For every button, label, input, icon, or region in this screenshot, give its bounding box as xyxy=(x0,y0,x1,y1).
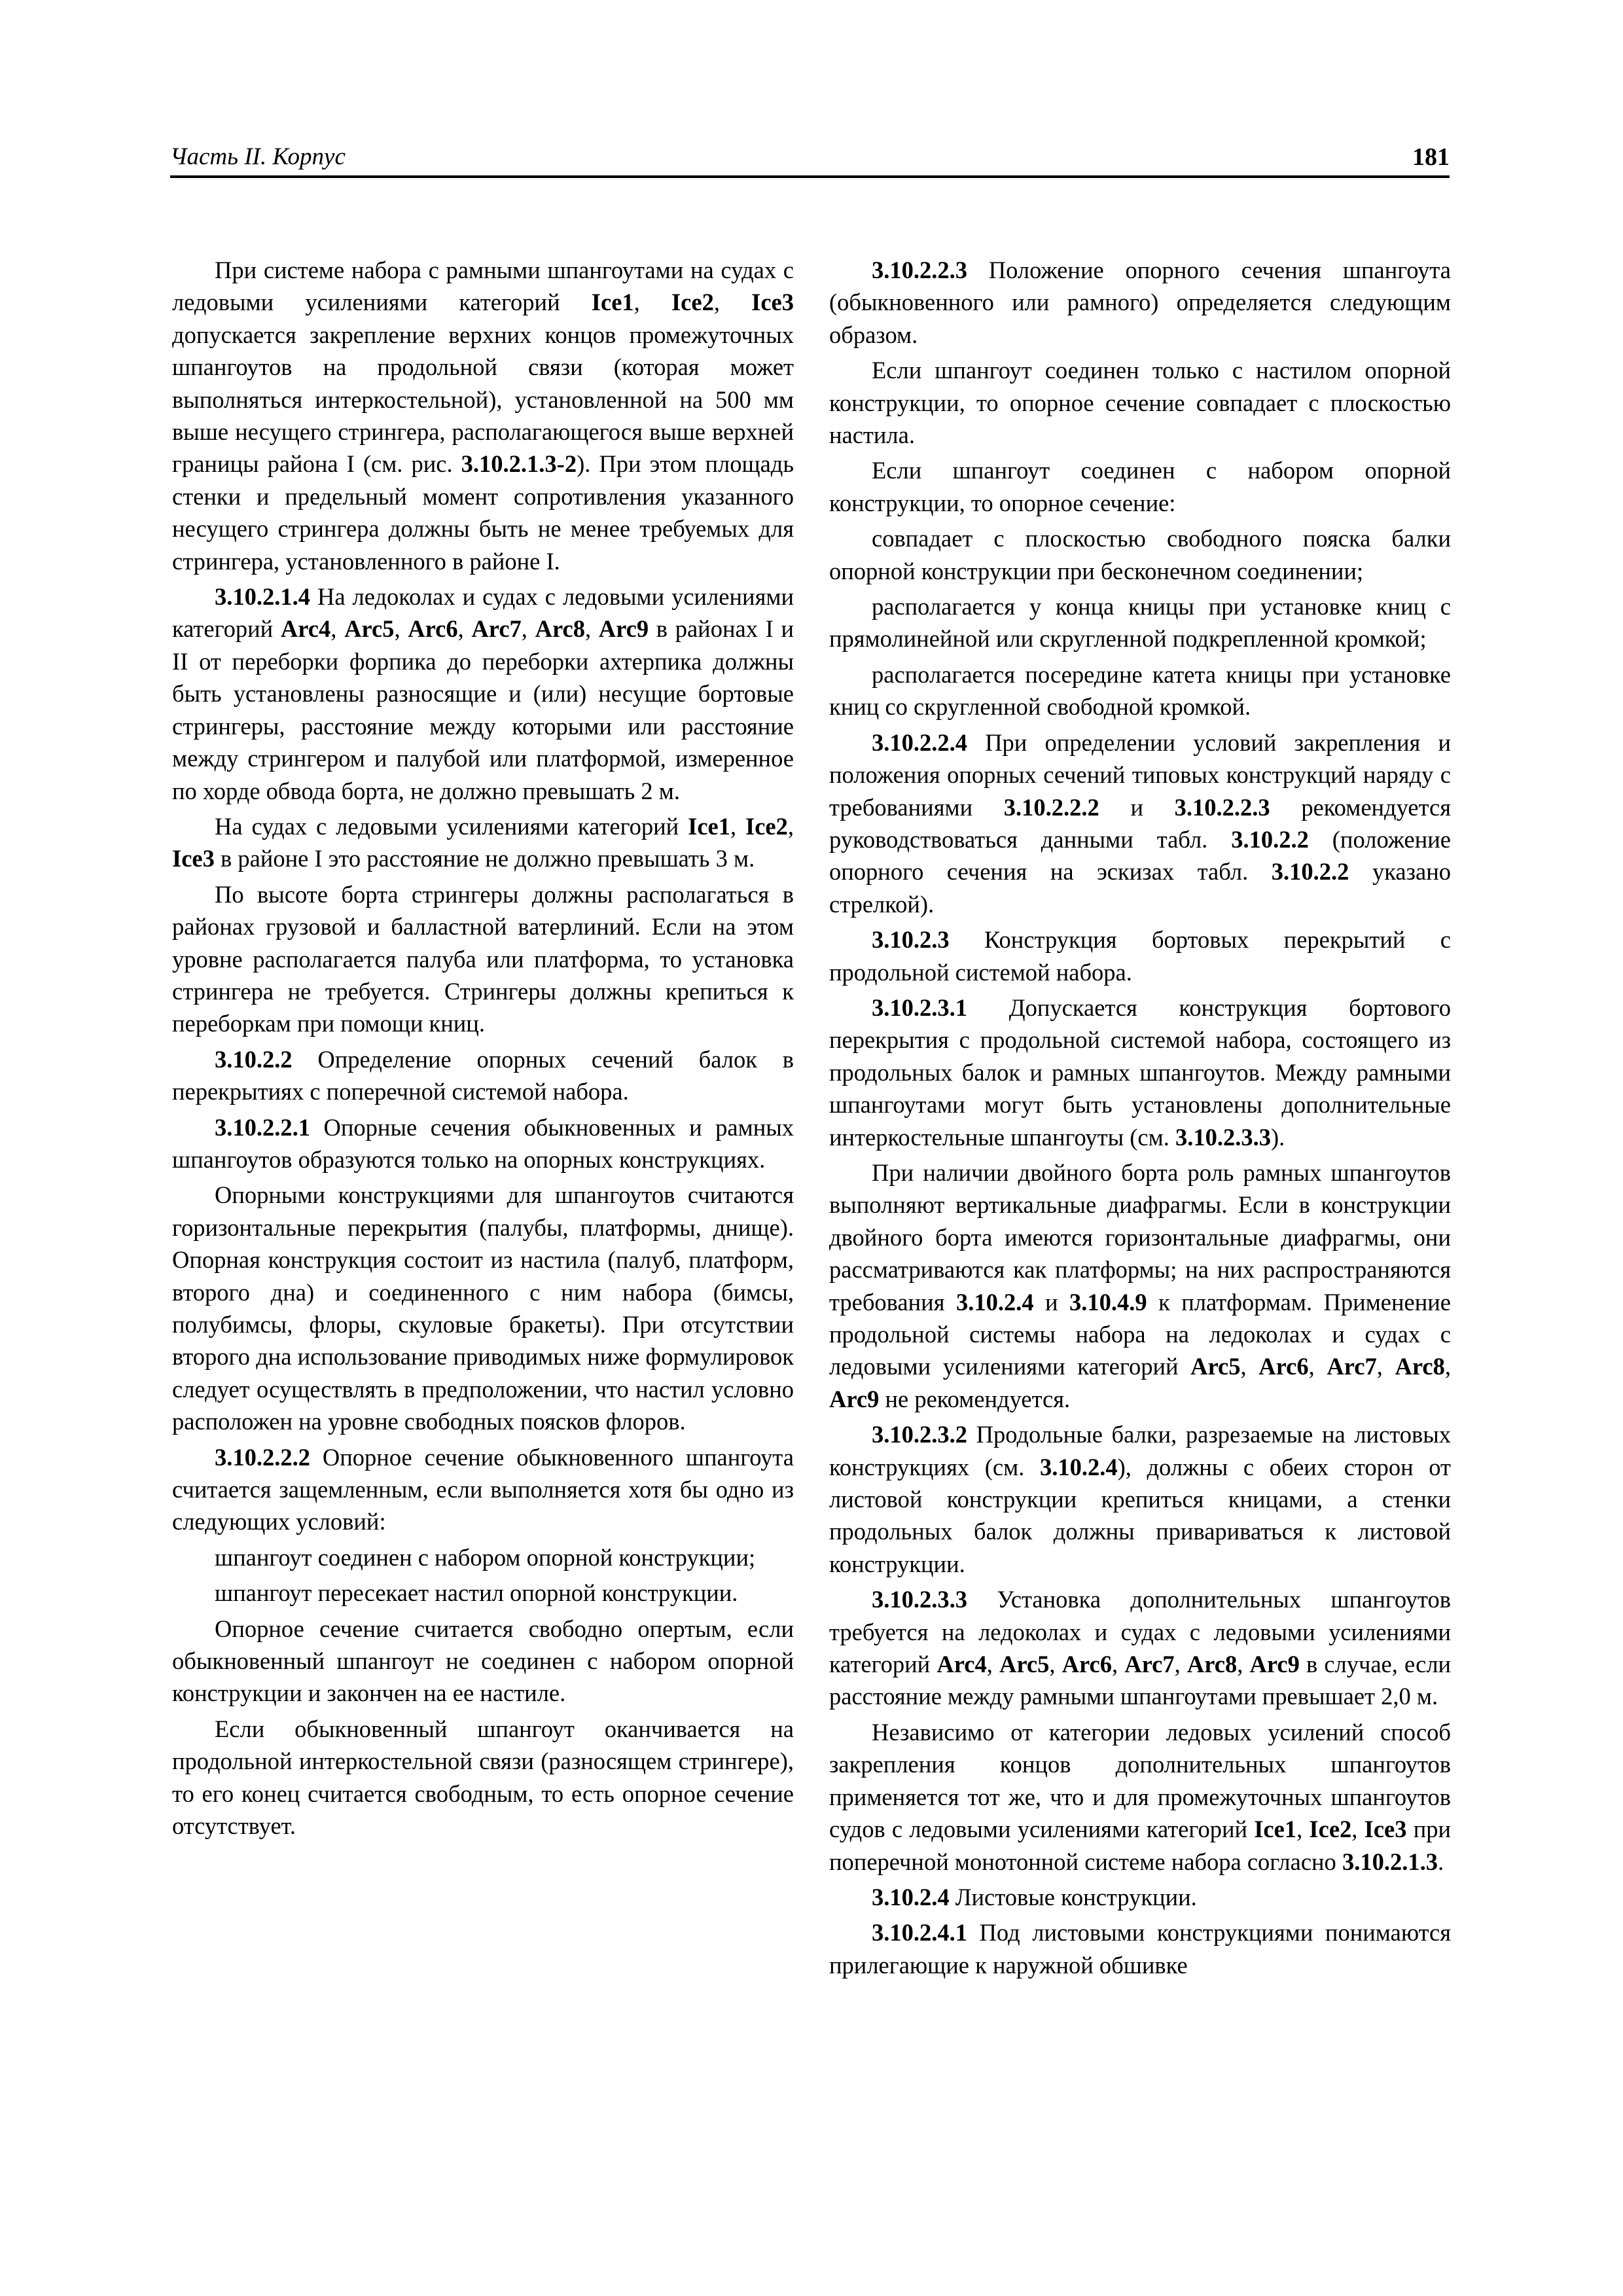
paragraph: Если шпангоут соединен с набором опорной конструкции, то опорное сечение: xyxy=(829,457,1451,516)
paragraph: 3.10.2.3.1 Допускается конструкция бортового перекрытия с продольной системой набора, состоящего из продольных балок и рамных шпангоутов. Между рамными шпангоутами могут быть установлены дополнительные интеркостельные шпангоуты (см. 3.10.2.3.3). xyxy=(829,994,1451,1151)
paragraph: Опорными конструкциями для шпангоутов считаются горизонтальные перекрытия (палубы, платформы, днище). Опорная конструкция состоит из настила (палуб, платформ, второго дна) и соединенного с ним набора (бимсы, полубимсы, флоры, скуловые бракеты). При отсутствии второго дна использование приводимых ниже формулировок следует осуществлять в предположении, что настил условно расположен на уровне свободных поясков флоров. xyxy=(172,1181,794,1435)
paragraph: шпангоут пересекает настил опорной конструкции. xyxy=(215,1579,738,1607)
paragraph: При наличии двойного борта роль рамных шпангоутов выполняют вертикальные диафрагмы. Если в конструкции двойного борта имеются горизонтальные диафрагмы, они рассматриваются как платформы; на них распространяются требования 3.10.2.4 и 3.10.4.9 к платформам. Применение продольной системы набора на ледоколах и судах с ледовыми усилениями категорий Arc5, Arc6, Arc7, Arc8, Arc9 не рекомендуется. xyxy=(829,1158,1452,1412)
paragraph: 3.10.2.4.1 Под листовыми конструкциями понимаются прилегающие к наружной обшивке xyxy=(829,1919,1451,1979)
paragraph: 3.10.2.2 Определение опорных сечений балок в перекрытиях с поперечной системой набора. xyxy=(172,1045,794,1105)
paragraph: 3.10.2.2.3 Положение опорного сечения шпангоута (обыкновенного или рамного) определяется следующим образом. xyxy=(829,257,1451,348)
paragraph: 3.10.2.3.3 Установка дополнительных шпангоутов требуется на ледоколах и судах с ледовыми усилениями категорий Arc4, Arc5, Arc6, Arc7, Arc8, Arc9 в случае, если расстояние между рамными шпангоутами превышает 2,0 м. xyxy=(829,1586,1452,1710)
left-column xyxy=(172,254,794,1842)
page-header xyxy=(170,143,1450,177)
paragraph: На судах с ледовыми усилениями категорий Ice1, Ice2, Ice3 в районе I это расстояние не должно превышать 3 м. xyxy=(172,812,794,872)
paragraph: 3.10.2.2.1 Опорные сечения обыкновенных и рамных шпангоутов образуются только на опорных конструкциях. xyxy=(172,1113,794,1173)
paragraph: Если шпангоут соединен только с настилом опорной конструкции, то опорное сечение совпадает с плоскостью настила. xyxy=(829,357,1451,449)
paragraph: При системе набора с рамными шпангоутами на судах с ледовыми усилениями категорий Ice1, Ice2, Ice3 допускается закрепление верхних концов промежуточных шпангоутов на продольной связи (которая может выполняться интеркостельной), установленной на 500 мм выше несущего стрингера, располагающегося выше верхней границы района I (см. рис. 3.10.2.1.3-2). При этом площадь стенки и предельный момент сопротивления указанного несущего стрингера должны быть не менее требуемых для стрингера, установленного в районе I. xyxy=(172,257,794,575)
running-head: Часть II. Корпус xyxy=(170,143,346,170)
right-column xyxy=(829,254,1451,1981)
paragraph: 3.10.2.2.4 При определении условий закрепления и положения опорных сечений типовых конструкций наряду с требованиями 3.10.2.2.2 и 3.10.2.2.3 рекомендуется руководствоваться данными табл. 3.10.2.2 (положение опорного сечения на эскизах табл. 3.10.2.2 указано стрелкой). xyxy=(829,728,1451,918)
paragraph: Независимо от категории ледовых усилений способ закрепления концов дополнительных шпангоутов применяется тот же, что и для промежуточных шпангоутов судов с ледовыми усилениями категорий Ice1, Ice2, Ice3 при поперечной монотонной системе набора согласно 3.10.2.1.3. xyxy=(829,1718,1452,1875)
paragraph: 3.10.2.3 Конструкция бортовых перекрытий с продольной системой набора. xyxy=(829,926,1451,986)
page-number: 181 xyxy=(1412,143,1450,171)
paragraph: 3.10.2.2.2 Опорное сечение обыкновенного шпангоута считается защемленным, если выполняется хотя бы одно из следующих условий: xyxy=(172,1443,794,1535)
paragraph: совпадает с плоскостью свободного пояска балки опорной конструкции при бесконечном соединении; xyxy=(829,525,1451,584)
header-rule xyxy=(170,175,1450,178)
paragraph: располагается посередине катета кницы при установке книц со скругленной свободной кромкой. xyxy=(829,660,1451,721)
paragraph: 3.10.2.1.4 На ледоколах и судах с ледовыми усилениями категорий Arc4, Arc5, Arc6, Arc7, Arc8, Arc9 в районах I и II от переборки форпика до переборки ахтерпика должны быть установлены разносящие и (или) несущие бортовые стрингеры, расстояние между которыми или расстояние между стрингером и палубой или платформой, измеренное по хорде обвода борта, не должно превышать 2 м. xyxy=(172,583,794,804)
paragraph: шпангоут соединен с набором опорной конструкции; xyxy=(215,1543,756,1571)
paragraph: 3.10.2.4 Листовые конструкции. xyxy=(872,1883,1197,1910)
paragraph: располагается у конца кницы при установке книц с прямолинейной или скругленной подкрепленной кромкой; xyxy=(829,593,1451,653)
paragraph: Опорное сечение считается свободно опертым, если обыкновенный шпангоут не соединен с набором опорной конструкции и закончен на ее настиле. xyxy=(172,1615,794,1707)
paragraph: 3.10.2.3.2 Продольные балки, разрезаемые на листовых конструкциях (см. 3.10.2.4), должны с обеих сторон от листовой конструкции крепиться кницами, а стенки продольных балок должны привариваться к листовой конструкции. xyxy=(829,1421,1451,1577)
paragraph: Если обыкновенный шпангоут оканчивается на продольной интеркостельной связи (разносящем стрингере), то его конец считается свободным, то есть опорное сечение отсутствует. xyxy=(172,1715,794,1840)
paragraph: По высоте борта стрингеры должны располагаться в районах грузовой и балластной ватерлиний. Если на этом уровне располагается палуба или платформа, то установка стрингера не требуется. Стрингеры должны крепиться к переборкам при помощи книц. xyxy=(172,880,794,1037)
